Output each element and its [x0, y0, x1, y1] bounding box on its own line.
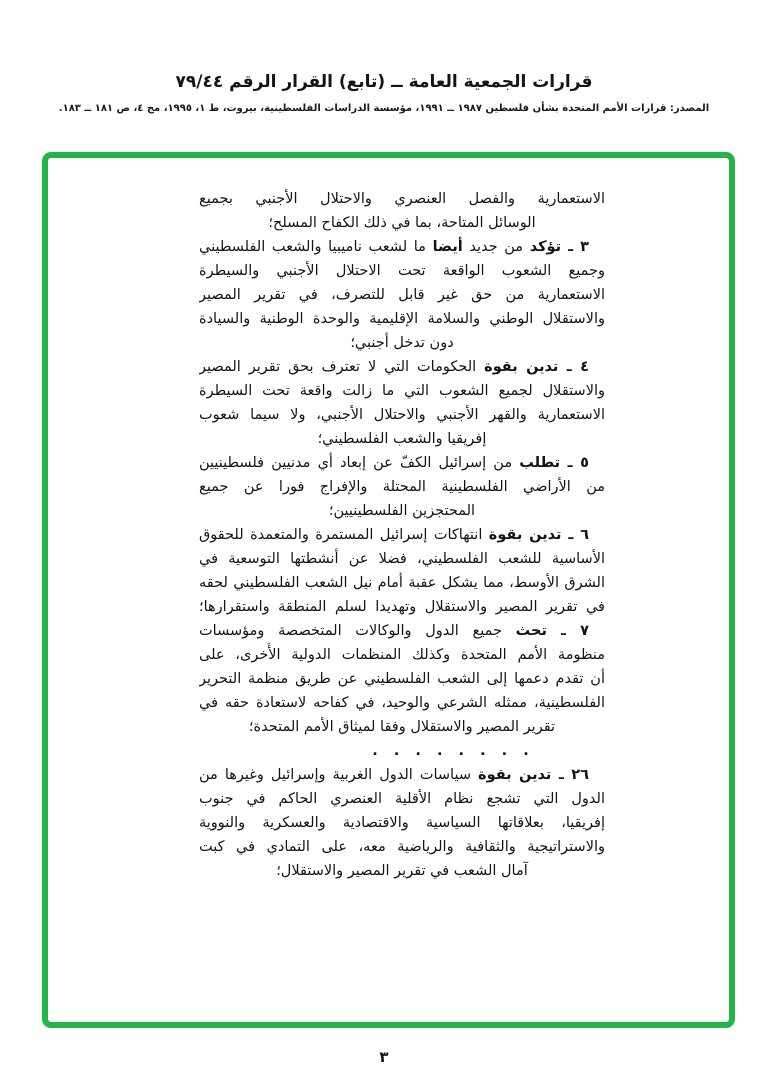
text-line [199, 667, 605, 691]
text-segment: الشرق الأوسط، مما يشكل عقبة أمام نيل الشعب الفلسطيني لحقه [199, 575, 605, 591]
bold-text-segment: ٦ ـ تدين بقوة [488, 527, 589, 543]
text-line [199, 619, 605, 643]
bold-text-segment: ٤ ـ تدين بقوة [484, 359, 589, 375]
text-segment: الاستعمارية والقهر الأجنبي والاحتلال الأجنبي، ولا سيما شعوب [199, 407, 605, 423]
text-segment: إفريقيا والشعب الفلسطيني؛ [317, 431, 487, 447]
resolution-text-column [199, 187, 605, 883]
text-line [199, 523, 605, 547]
text-segment: سياسات الدول الغربية وإسرائيل وغيرها من [199, 767, 479, 783]
text-line [199, 691, 605, 715]
text-segment: الفلسطينية، ممثله الشرعي والوحيد، في كفاحه لاستعادة حقه في [199, 695, 605, 711]
text-segment: من الأراضي الفلسطينية المحتلة والإفراج فورا عن جميع [199, 479, 605, 495]
text-line [199, 403, 605, 427]
text-segment: الحكومات التي لا تعترف بحق تقرير المصير [199, 359, 485, 375]
text-segment: ما لشعب ناميبيا والشعب الفلسطيني [199, 239, 433, 255]
text-line [199, 859, 605, 883]
text-segment: منظومة الأمم المتحدة وكذلك المنظمات الدولية الأُخرى، على [199, 647, 605, 663]
text-segment: في تقرير المصير والاستقلال وتهديدا لسلم المنطقة واستقرارها؛ [199, 599, 605, 615]
text-line [199, 643, 605, 667]
bold-text-segment: ٢٦ ـ تدين بقوة [478, 767, 589, 783]
text-line [199, 331, 605, 355]
text-segment: والاستقلال لجميع الشعوب التي ما زالت واقعة تحت السيطرة [199, 383, 605, 399]
text-segment: جميع الدول والوكالات المتخصصة ومؤسسات [199, 623, 516, 639]
text-segment: والاستقلال الوطني والسلامة الإقليمية والوحدة الوطنية والسيادة [199, 311, 605, 327]
text-segment: آمال الشعب في تقرير المصير والاستقلال؛ [276, 863, 528, 879]
text-line [199, 355, 605, 379]
text-segment: الأساسية للشعب الفلسطيني، فضلا عن أنشطتها التوسعية في [199, 551, 605, 567]
text-line [199, 547, 605, 571]
text-segment: والاستراتيجية والثقافية والرياضية معه، على التمادي في كبت [199, 839, 605, 855]
text-line [199, 835, 605, 859]
text-line [199, 307, 605, 331]
dotted-separator: . . . . . . . . [372, 743, 532, 759]
text-line [199, 499, 605, 523]
text-line [199, 211, 605, 235]
page-title: قرارات الجمعية العامة ــ (تابع) القرار الرقم ٧٩/٤٤ [175, 72, 593, 92]
text-segment: انتهاكات إسرائيل المستمرة والمتعمدة للحقوق [199, 527, 489, 543]
bold-text-segment: ٧ ـ تحث [515, 623, 589, 639]
text-segment: تقرير المصير والاستقلال وفقا لميثاق الأمم المتحدة؛ [248, 719, 556, 735]
text-line [199, 283, 605, 307]
text-segment: من جديد [462, 239, 530, 255]
text-segment: الدول التي تشجع نظام الأقلية العنصري الحاكم في جنوب [199, 791, 605, 807]
text-line [199, 571, 605, 595]
bold-text-segment: ٥ ـ تطلب [519, 455, 590, 471]
text-segment: الاستعمارية والفصل العنصري والاحتلال الأجنبي بجميع [199, 191, 605, 207]
text-segment: الوسائل المتاحة، بما في ذلك الكفاح المسلح؛ [268, 215, 536, 231]
text-line [199, 379, 605, 403]
text-line [199, 451, 605, 475]
text-line [199, 787, 605, 811]
text-line [199, 715, 605, 739]
text-segment: المحتجزين الفلسطينيين؛ [328, 503, 476, 519]
text-line [199, 475, 605, 499]
text-line [199, 235, 605, 259]
source-citation-line: المصدر: قرارات الأمم المتحدة بشأن فلسطين ١٩٨٧ ــ ١٩٩١، مؤسسة الدراسات الفلسطينية، بيروت، ط ١، ١٩٩٥، مج ٤، ص ١٨١ ــ ١٨٣. [58, 103, 710, 114]
bold-text-segment: ٣ ـ تؤكد [529, 239, 589, 255]
text-segment: من إسرائيل الكفّ عن إبعاد أي مدنيين فلسطينيين [199, 455, 520, 471]
text-segment: وجميع الشعوب الواقعة تحت الاحتلال الأجنبي والسيطرة [199, 263, 605, 279]
page-number: ٣ [379, 1048, 389, 1066]
text-line [199, 427, 605, 451]
text-line [199, 595, 605, 619]
text-line [199, 187, 605, 211]
bold-text-segment: أيضا [432, 239, 463, 255]
text-line [199, 811, 605, 835]
text-line [199, 259, 605, 283]
text-segment: أن تقدم دعمها إلى الشعب الفلسطيني عن طريق منظمة التحرير [199, 671, 605, 687]
text-segment: الاستعمارية من حق غير قابل للتصرف، في تقرير المصير [199, 287, 605, 303]
text-segment: دون تدخل أجنبي؛ [350, 335, 454, 351]
text-line [199, 763, 605, 787]
text-segment: إفريقيا، بعلاقاتها السياسية والاقتصادية والعسكرية والنووية [199, 815, 605, 831]
